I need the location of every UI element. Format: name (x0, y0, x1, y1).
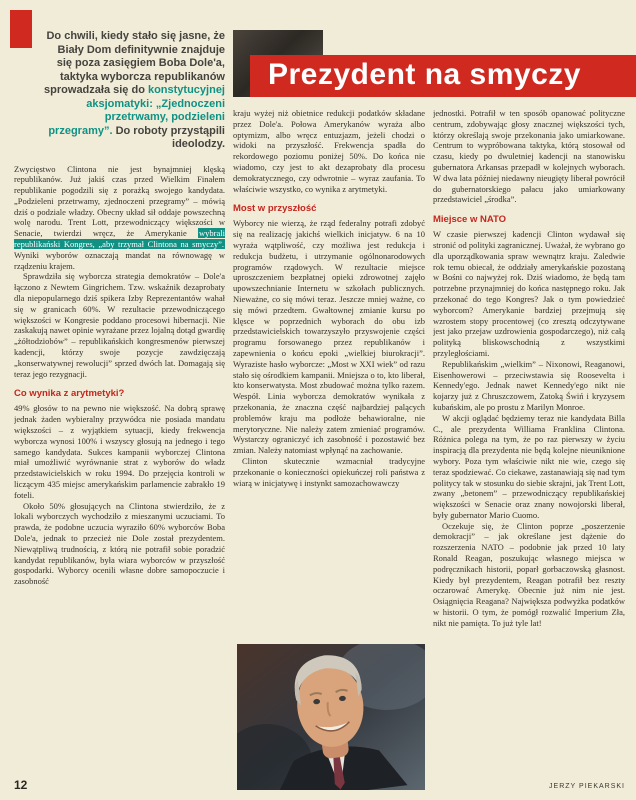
section-heading-nato: Miejsce w NATO (433, 214, 507, 226)
paragraph: Wyborcy nie wierzą, że rząd federalny potrafi zdobyć się na realizację jakichś wielkich inicjatyw. 6 na 10 wyraża wątpliwość, czy możliwa jest redukcja i redukcja budżetu, i utrzymanie ogólnonarodowych programów rządowych. W rezultacie miejsce uproszczeniem bezpłatnej opieki zdrowotnej zajęło upowszechnianie Internetu w szkołach publicznych. Nieważne, co się mówi teraz. Jeszcze mniej ważne, co się mówi przedtem. Gwałtownej zmianie kursu po klęsce w poprzednich wyborach do obu izb przedstawicielskich towarzyszyło przyswojenie części programu forsowanego przez republikanów i zapewnienia o końcu epoki „wielkiej biurokracji”. Wyraziste hasło wyborcze: „Most w XXI wiek” od razu stało się ośrodkiem kampanii. Mniejsza o to, kto liberał, kto konserwatysta. Most zbudować można tylko razem. Wespół. Linia wyborcza demokratów wynikała z przekonania, że znaczna część najbardziej palących problemów kraju ma podłoże behawioralne, nie merytoryczne. Nie należy zatem zmieniać programów. Wystarczy ograniczyć ich zasobność i pozostawić bez zmian. Należy natomiast wpłynąć na zachowanie. (233, 218, 425, 456)
paragraph: 49% głosów to na pewno nie większość. Na dobrą sprawę jednak żaden wybieralny przywódca nie posiada mandatu większości – z wyjątkiem sytuacji, kiedy frekwencja wyborcza wynosi 100% i wszyscy głosują na jednego i tego samego kandydata. Sukces kampanii wyborczej Clintona miał umożliwić wyrównanie strat z wyborów do władz przedstawicielskich w roku 1994. Do przejęcia kontroli w liczącym 435 miejsc amerykańskim parlamencie zabrakło 19 foteli. (14, 403, 225, 500)
column-middle (233, 108, 425, 790)
section-heading-arytmetyka: Co wynika z arytmetyki? (14, 388, 125, 400)
paragraph: W czasie pierwszej kadencji Clinton wydawał się stronić od polityki zagranicznej. Uważał, że wybrano go dla uporządkowania spraw wewnątrz kraju. Zaledwie rok temu obiecał, że oddziały amerykańskie pozostaną w Bośni co najwyżej rok. Dziś wiadomo, że będą tam potrzebne przynajmniej do końca następnego roku. Jak przekonać do tego Kongres? Jak o tym powiedzieć wyborcom? Amerykanie bardziej przejmują się wzrostem stopy procentowej (co zresztą odczytywane jest jako przejaw uzdrowienia gospodarczego), niż całą polityką bliskowschodnią z wszystkimi przyległościami. (433, 229, 625, 358)
paragraph: Republikańskim „wielkim” – Nixonowi, Reaganowi, Eisenhowerowi – przeciwstawia się Roosevelta i Kennedy'ego. Jednak nawet Kennedy'ego nikt nie kojarzy już z Chruszczowem, Zatoką Świń i kryzysem kubańskim, ale po prostu z Marilyn Monroe. (433, 358, 625, 412)
column-right (433, 108, 625, 790)
paragraph-text: Wyniki wyborów oznaczają mandat na równowagę w rządzeniu krajem. (14, 249, 225, 271)
clinton-portrait-illustration (237, 644, 425, 790)
section-heading-most: Most w przyszłość (233, 203, 317, 215)
paragraph: jednostki. Potrafił w ten sposób opanować polityczne centrum, zdobywając głosy znacznej większości tych, którzy określają swoje przekonania jako umiarkowane. Centrum to wypróbowana taktyka, którą stosował od czasu, kiedy po dwuletniej kadencji na stanowisku gubernatora Arkansas przepadł w kolejnych wyborach. W dwa lata później niedawny nieugięty liberał powrócił do gubernatorskiego pałacu jako umiarkowany przedstawiciel „środka”. (433, 108, 625, 205)
lead-part2: Do roboty przystąpili ideolodzy. (112, 124, 225, 150)
paragraph: kraju wyżej niż obietnice redukcji podatków składane przez Dole'a. Połowa Amerykanów wyraża albo optymizm, albo wręcz entuzjazm, jeżeli chodzi o widoki na przyszłość. Frekwencja spadła do rekordowego poziomu poniżej 50%. Do końca nie wiadomo, czy jest to akt dezaprobaty dla procesu demokratycznego, czy odwrotnie – wyraz zaufania. To właściwie wszystko, co wynika z arytmetyki. (233, 108, 425, 194)
page-number: 12 (14, 778, 28, 792)
paragraph: W akcji oglądać będziemy teraz nie kandydata Billa C., ale prezydenta Williama Franklina Clintona. Różnica polega na tym, że po raz pierwszy w życiu inspiracją dla prezydenta nie będą kolejne nieuniknione wybory. Poza tym właściwie nikt nie wie, czego się teraz spodziewać. Co ciekawe, zastanawiają się nad tym politycy tak w stosunku do siebie skrajni, jak Trent Lott, zwany „betonem” – przewodniczący republikańskiej większości w Senacie oraz znany nowojorski liberał, były gubernator Mario Cuomo. (433, 412, 625, 520)
author-byline: JERZY PIEKARSKI (549, 783, 625, 790)
title-banner (250, 55, 636, 97)
paragraph (14, 164, 225, 272)
column-middle-text (233, 108, 425, 644)
paragraph: Około 50% głosujących na Clintona stwierdziło, że z lokali wyborczych wychodziło z mieszanymi uczuciami. To prawda, że podobne uczucia wyraziło 60% wyborców Boba Dole'a, jednak to przecież nie Dole został prezydentem. Niewątpliwą trudnością, z którą nie potrafił sobie poradzić kandydat republikanów, była wiara wyborców w przyszłość gospodarki. Wyborcy ocenili własne dobre samopoczucie i zasobność (14, 500, 225, 587)
column-left (14, 30, 225, 792)
clinton-photo (237, 644, 425, 790)
paragraph: Sprawdziła się wyborcza strategia demokratów – Dole'a łączono z Newtem Gingrichem. Tzw. wskaźnik dezaprobaty dla niepopularnego dziś spikera Izby Reprezentantów wahał się w granicach 60%. W rezultacie przewodniczącego większości w Kongresie poddano procesowi hibernacji. Nie zaskakują nawet opinie wyrażane przez lojalną dotąd gwardię „żółtodziobów” – republikańskich kongresmenów pierwszej kadencji, którzy swoje pozycje zawdzięczają „konserwatywnej rewolucji” sprzed dwóch lat. Domagają się teraz jego rezygnacji. (14, 271, 225, 379)
column-right-text (433, 108, 625, 777)
paragraph: Clinton skutecznie wzmacniał tradycyjne przekonanie o konieczności opiekuńczej roli państwa z wiarą w inicjatywę i instynkt samozachowawczy (233, 455, 425, 488)
highlighted-quote: wybrali republikański Kongres, „aby trzymał Clintona na smyczy”. (14, 228, 225, 250)
article-title: Prezydent na smyczy (268, 58, 581, 91)
paragraph: Oczekuje się, że Clinton poprze „poszerzenie demokracji” – jak określane jest dążenie do rozszerzenia NATO – podobnie jak przed 10 laty Ronald Reagan, poszukując własnego miejsca w podręcznikach historii, poparł gorbaczowską głasnost. Kiedy był prezydentem, Reagan potrafił bez reszty oczarować Amerykę. Obecnie już nim nie jest. Osiągnięcia Reagana? Największa podwyżka podatków w historii. O tym, że pomógł rozwalić Imperium Zła, nikt nie pamięta. To już tyle lat! (433, 520, 625, 628)
article-lead (14, 30, 225, 152)
lead-highlight: konstytucyjnej aksjomatyki: „Zjednoczeni przetrwamy, podzieleni przegramy”. (48, 84, 225, 137)
paragraph-text: Zwycięstwo Clintona nie jest bynajmniej klęską republikanów. Już jakiś czas przed Wielkim Finałem republikanie pogodzili się z porażką swojego kandydata. „Podzieleni przetrwamy, zjednoczeni przegramy” – mówią dziś o podziale władzy. Obecny układ sił oddaje powszechną wolę narodu. Trent Lott, przewodniczący większości w Senacie, twierdzi wręcz, że Amerykanie (14, 163, 225, 239)
lead-part1: Do chwili, kiedy stało się jasne, że Biały Dom definitywnie znajduje się poza zasięgiem Boba Dole'a, taktyka wyborcza republikanów sprowadzała się do (44, 30, 225, 96)
